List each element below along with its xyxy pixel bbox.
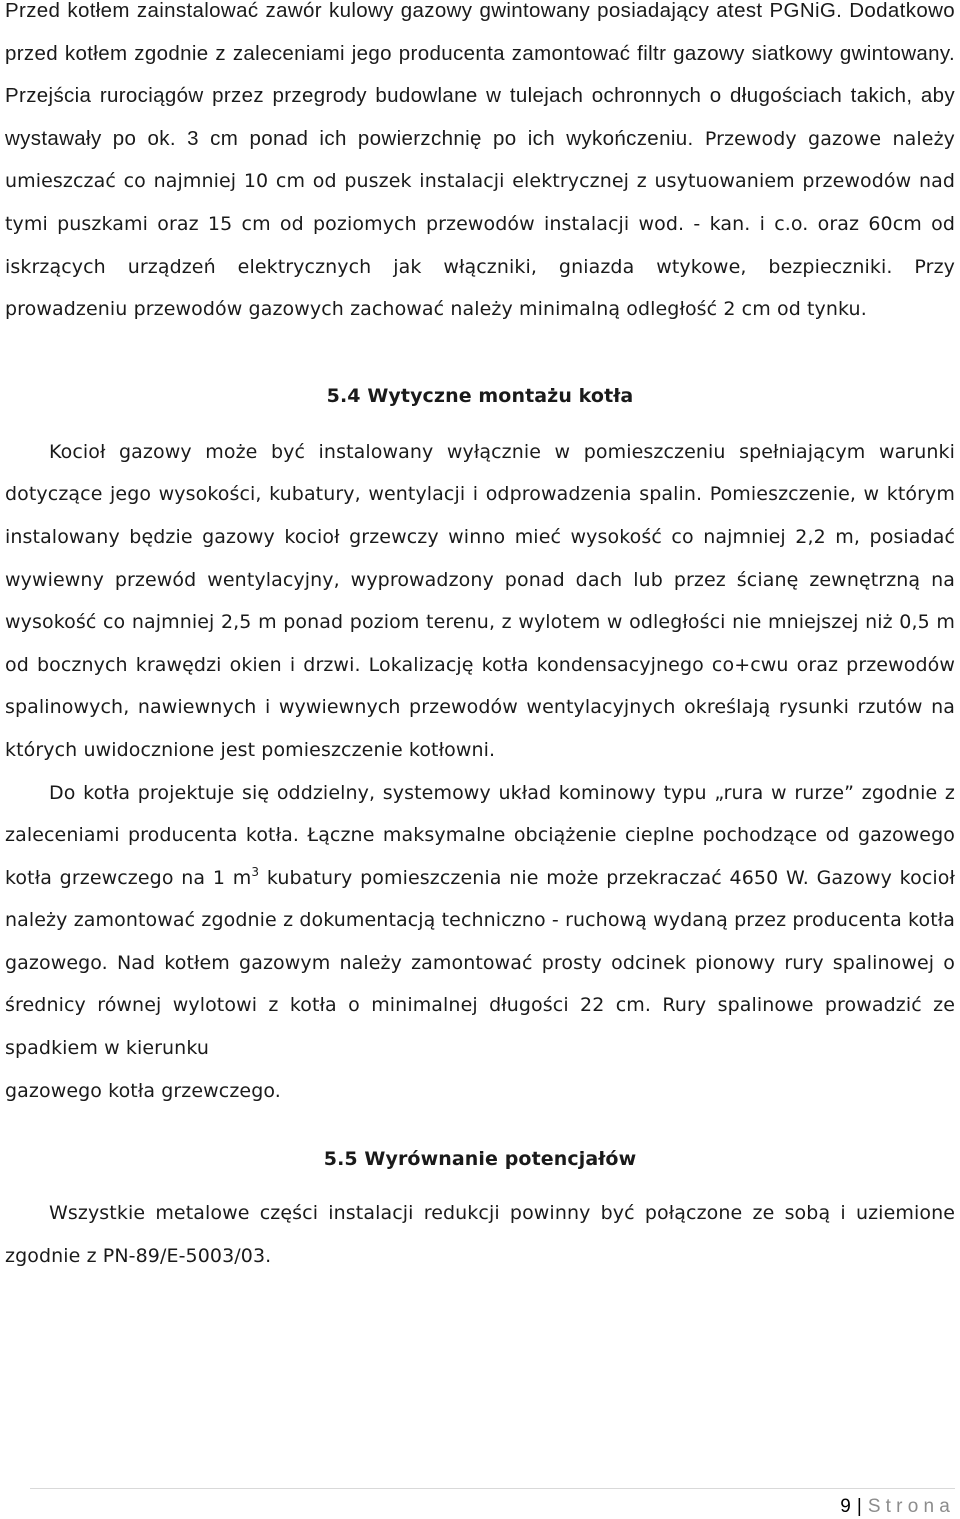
footer-separator: | [856,1496,862,1517]
paragraph-chimney-system [5,772,955,1070]
section-heading-5-4: 5.4 Wytyczne montażu kotła [326,384,634,407]
paragraph-potential-equalization: Wszystkie metalowe części instalacji redukcji powinny być połączone ze sobą i uziemione zgodnie z PN-89/E-5003/03. [5,1202,955,1267]
paragraph-chimney-text-b: kubatury pomieszczenia nie może przekraczać 4650 W. Gazowy kocioł należy zamontować zgodnie z dokumentacją techniczno - ruchową wydaną przez producenta kotła gazowego. Nad kotłem gazowym należy zamontować prosty odcinek pionowy rury spalinowej o średnicy równej wylotowi z kotła o minimalnej długości 22 cm. Rury spalinowe prowadzić ze spadkiem w kierunku [5,866,955,1060]
superscript-cubic: 3 [251,864,260,879]
page-footer [30,1488,955,1519]
paragraph-gas-valve-part-a: Przed kotłem zainstalować zawór kulowy gazowy gwintowany posiadający atest PGNiG. Dodatkowo przed kotłem zgodnie z zaleceniami jego producenta zamontować filtr gazowy siatkowy gwintowany. Przejścia rurociągów przez przegrody budowlane w tulejach ochronnych o długościach takich, aby wystawały po ok. 3 cm ponad ich powierzchnię po ich wykończeniu. [5,0,955,150]
spacer [5,1112,955,1138]
paragraph-chimney-text-a: Do kotła projektuje się oddzielny, systemowy układ kominowy typu „rura w rurze” zgodnie z zaleceniami producenta kotła. Łączne maksymalne obciążenie cieplne pochodzące od gazowego kotła grzewczego na 1 m [5,781,955,889]
paragraph-gas-valve [5,0,955,331]
page-number: 9 [840,1496,851,1517]
page-label: Strona [867,1496,955,1517]
spacer [5,331,955,375]
paragraph-boiler-room: Kocioł gazowy może być instalowany wyłącznie w pomieszczeniu spełniającym warunki dotyczące jego wysokości, kubatury, wentylacji i odprowadzenia spalin. Pomieszczenie, w którym instalowany będzie gazowy kocioł grzewczy winno mieć wysokość co najmniej 2,2 m, posiadać wywiewny przewód wentylacyjny, wyprowadzony ponad dach lub przez ścianę zewnętrzną na wysokość co najmniej 2,5 m ponad poziom terenu, z wylotem w odległości nie mniejszej niż 0,5 m od bocznych krawędzi okien i drzwi. Lokalizację kotła kondensacyjnego co+cwu oraz przewodów spalinowych, nawiewnych i wywiewnych przewodów wentylacyjnych określają rysunki rzutów na których uwidocznione jest pomieszczenie kotłowni. [5,440,955,761]
paragraph-boiler-direction: gazowego kotła grzewczego. [5,1079,281,1102]
spacer [5,1180,955,1192]
document-page [5,0,955,1277]
paragraph-gas-pipes-part-b: Przewody gazowe należy umieszczać co najmniej 10 cm od puszek instalacji elektrycznej z usytuowaniem przewodów nad tymi puszkami oraz 15 cm od poziomych przewodów instalacji wod. - kan. i c.o. oraz 60cm od iskrzących urządzeń elektrycznych jak włączniki, gniazda wtykowe, bezpieczniki. Przy prowadzeniu przewodów gazowych zachować należy minimalną odległość 2 cm od tynku. [5,127,955,321]
section-heading-5-5: 5.5 Wyrównanie potencjałów [323,1148,637,1171]
spacer [5,417,955,431]
